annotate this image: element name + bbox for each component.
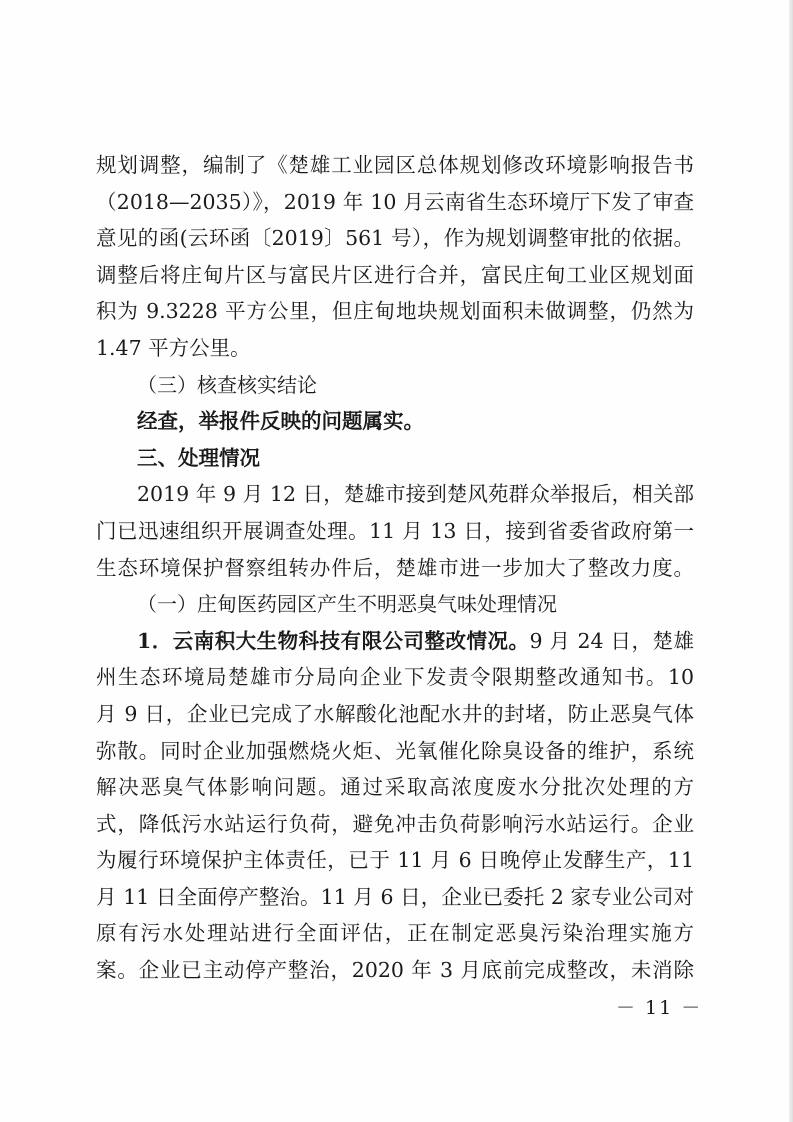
paragraph-line: 式，降低污水站运行负荷，避免冲击负荷影响污水站运行。企业 <box>96 811 694 836</box>
page-number: － 11 － <box>616 997 703 1019</box>
paragraph-line: 月 11 日全面停产整治。11 月 6 日，企业已委托 2 家专业公司对 <box>96 884 694 909</box>
paragraph-line: 生态环境保护督察组转办件后，楚雄市进一步加大了整改力度。 <box>96 555 694 580</box>
paragraph-line: 弥散。同时企业加强燃烧火炬、光氧催化除臭设备的维护，系统 <box>96 738 694 763</box>
paragraph-line: 意见的函(云环函〔2019〕561 号），作为规划调整审批的依据。 <box>96 226 694 251</box>
conclusion-text: 经查，举报件反映的问题属实。 <box>137 409 424 434</box>
paragraph-line: 1.47 平方公里。 <box>96 335 251 360</box>
item-lead-rest: 9 月 24 日，楚雄 <box>529 628 694 653</box>
paragraph-line: 州生态环境局楚雄市分局向企业下发责令限期整改通知书。10 <box>96 665 694 690</box>
paragraph-line: 调整后将庄甸片区与富民片区进行合并，富民庄甸工业区规划面 <box>96 262 694 287</box>
scan-edge <box>789 0 793 1122</box>
paragraph-line: 门已迅速组织开展调查处理。11 月 13 日，接到省委省政府第一 <box>96 518 694 543</box>
paragraph-line: 案。企业已主动停产整治，2020 年 3 月底前完成整改，未消除 <box>96 958 694 983</box>
subheading-verification-conclusion: （三）核查核实结论 <box>137 372 317 397</box>
paragraph-line: 为履行环境保护主体责任，已于 11 月 6 日晚停止发酵生产，11 <box>96 848 694 873</box>
paragraph-line: 原有污水处理站进行全面评估，正在制定恶臭污染治理实施方 <box>96 921 694 946</box>
section-heading-handling: 三、处理情况 <box>137 445 260 470</box>
item-first-line <box>96 623 694 660</box>
paragraph-line: 2019 年 9 月 12 日，楚雄市接到楚风苑群众举报后，相关部 <box>137 482 694 507</box>
paragraph-line: （2018—2035）》，2019 年 10 月云南省生态环境厅下发了审查 <box>96 189 694 214</box>
paragraph-line: 月 9 日，企业已完成了水解酸化池配水井的封堵，防止恶臭气体 <box>96 701 694 726</box>
item-lead: 1．云南积大生物科技有限公司整改情况。 <box>137 628 530 653</box>
paragraph-line: 解决恶臭气体影响问题。通过采取高浓度废水分批次处理的方 <box>96 775 694 800</box>
paragraph-line: 积为 9.3228 平方公里，但庄甸地块规划面积未做调整，仍然为 <box>96 299 694 324</box>
subheading-odor-handling: （一）庄甸医药园区产生不明恶臭气味处理情况 <box>137 592 557 617</box>
paragraph-line: 规划调整，编制了《楚雄工业园区总体规划修改环境影响报告书 <box>96 153 694 177</box>
body-text <box>96 147 694 989</box>
